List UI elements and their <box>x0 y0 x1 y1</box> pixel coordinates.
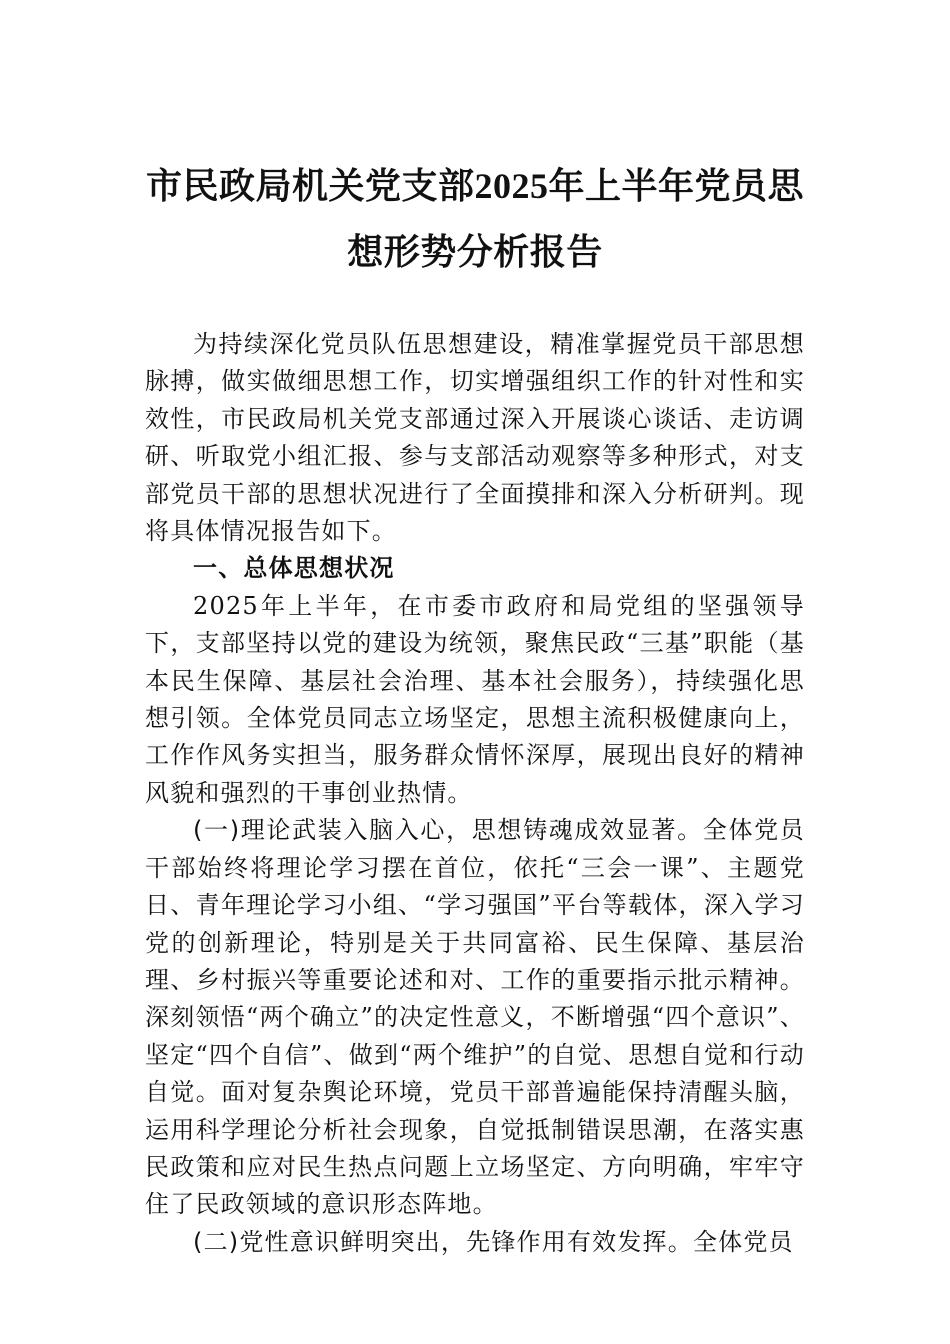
section-1-heading: 一、总体思想状况 <box>193 554 395 583</box>
subsection-2-body: 全体党员 <box>692 1227 794 1256</box>
section-1-paragraph: 2025年上半年，在市委市政府和局党组的坚强领导下，支部坚持以党的建设为统领，聚焦民政“三基”职能（基本民生保障、基层社会治理、基本社会服务），持续强化思想引领。全体党员同志立场坚定，思想主流积极健康向上，工作作风务实担当，服务群众情怀深厚，展现出良好的精神风貌和强烈的干事创业热情。 <box>145 591 805 807</box>
subsection-1-lead: (一)理论武装入脑入心，思想铸魂成效显著。 <box>193 816 703 845</box>
intro-paragraph: 为持续深化党员队伍思想建设，精准掌握党员干部思想脉搏，做实做细思想工作，切实增强组织工作的针对性和实效性，市民政局机关党支部通过深入开展谈心谈话、走访调研、听取党小组汇报、参与支部活动观察等多种形式，对支部党员干部的思想状况进行了全面摸排和深入分析研判。现将具体情况报告如下。 <box>145 330 805 546</box>
document-body <box>145 326 805 1261</box>
subsection-1-body: 全体党员干部始终将理论学习摆在首位，依托“三会一课”、主题党日、青年理论学习小组、“学习强国”平台等载体，深入学习党的创新理论，特别是关于共同富裕、民生保障、基层治理、乡村振兴等重要论述和对、工作的重要指示批示精神。深刻领悟“两个确立”的决定性意义，不断增强“四个意识”、坚定“四个自信”、做到“两个维护”的自觉、思想自觉和行动自觉。面对复杂舆论环境，党员干部普遍能保持清醒头脑，运用科学理论分析社会现象，自觉抵制错误思潮，在落实惠民政策和应对民生热点问题上立场坚定、方向明确，牢牢守住了民政领域的意识形态阵地。 <box>145 816 805 1219</box>
document-title-line-2: 想形势分析报告 <box>347 232 603 272</box>
document-title-line-1: 市民政局机关党支部2025年上半年党员思 <box>145 166 804 206</box>
subsection-2-paragraph <box>145 1224 805 1261</box>
subsection-2-lead: (二)党性意识鲜明突出，先锋作用有效发挥。 <box>193 1227 693 1256</box>
subsection-1-paragraph <box>145 812 805 1223</box>
